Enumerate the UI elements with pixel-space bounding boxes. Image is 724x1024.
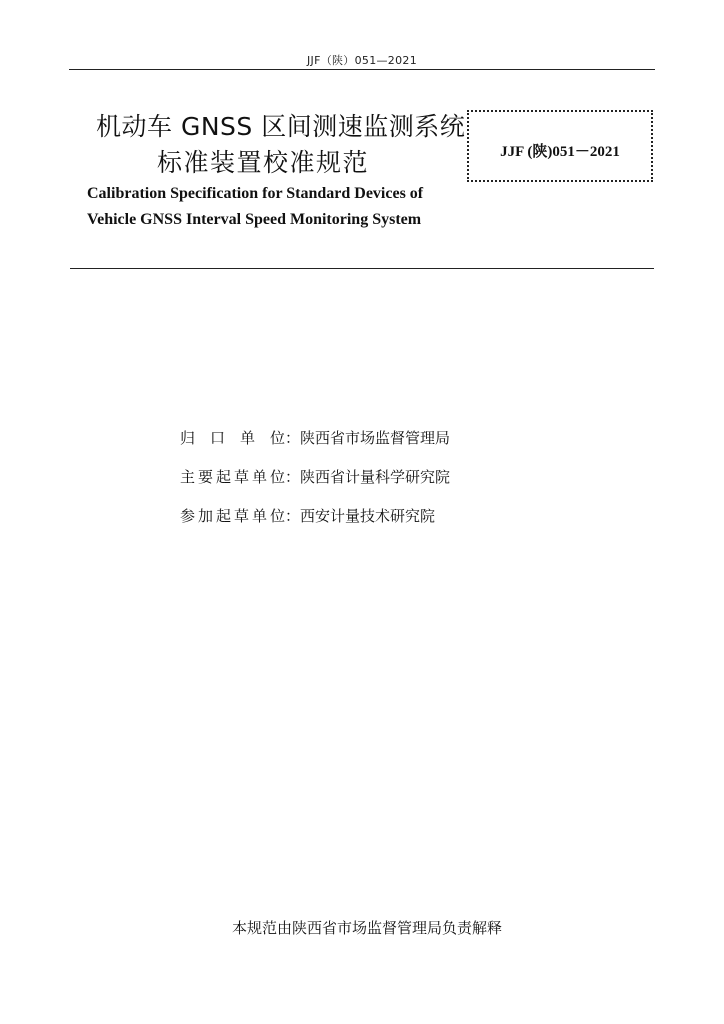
unit-value: 陕西省计量科学研究院 (300, 468, 451, 486)
title-divider (70, 268, 654, 269)
unit-label: 参加起草单位 (180, 507, 285, 525)
unit-colon: ： (285, 468, 301, 486)
title-chinese-line-1: 机动车 GNSS 区间测速监测系统 (96, 112, 466, 141)
interpretation-note: 本规范由陕西省市场监督管理局负责解释 (231, 919, 502, 937)
title-chinese-line-2: 标准装置校准规范 (157, 148, 370, 177)
unit-label: 归口单位 (180, 429, 285, 447)
header-spec-code: JJF（陕）051—2021 (306, 54, 417, 67)
title-english-line-1: Calibration Specification for Standard Devices of (87, 185, 424, 202)
unit-row-participating-drafter (180, 505, 450, 544)
unit-colon: ： (285, 507, 301, 525)
unit-row-responsible (180, 427, 450, 466)
spec-code: JJF (陕)051－2021 (500, 144, 620, 160)
unit-row-main-drafter (180, 466, 450, 505)
header-divider (69, 69, 655, 70)
spec-code-box (467, 110, 653, 182)
unit-colon: ： (285, 429, 301, 447)
unit-label: 主要起草单位 (180, 468, 285, 486)
drafting-units (180, 427, 450, 544)
unit-value: 西安计量技术研究院 (300, 507, 436, 525)
title-english-line-2: Vehicle GNSS Interval Speed Monitoring System (87, 211, 422, 228)
unit-value: 陕西省市场监督管理局 (300, 429, 451, 447)
